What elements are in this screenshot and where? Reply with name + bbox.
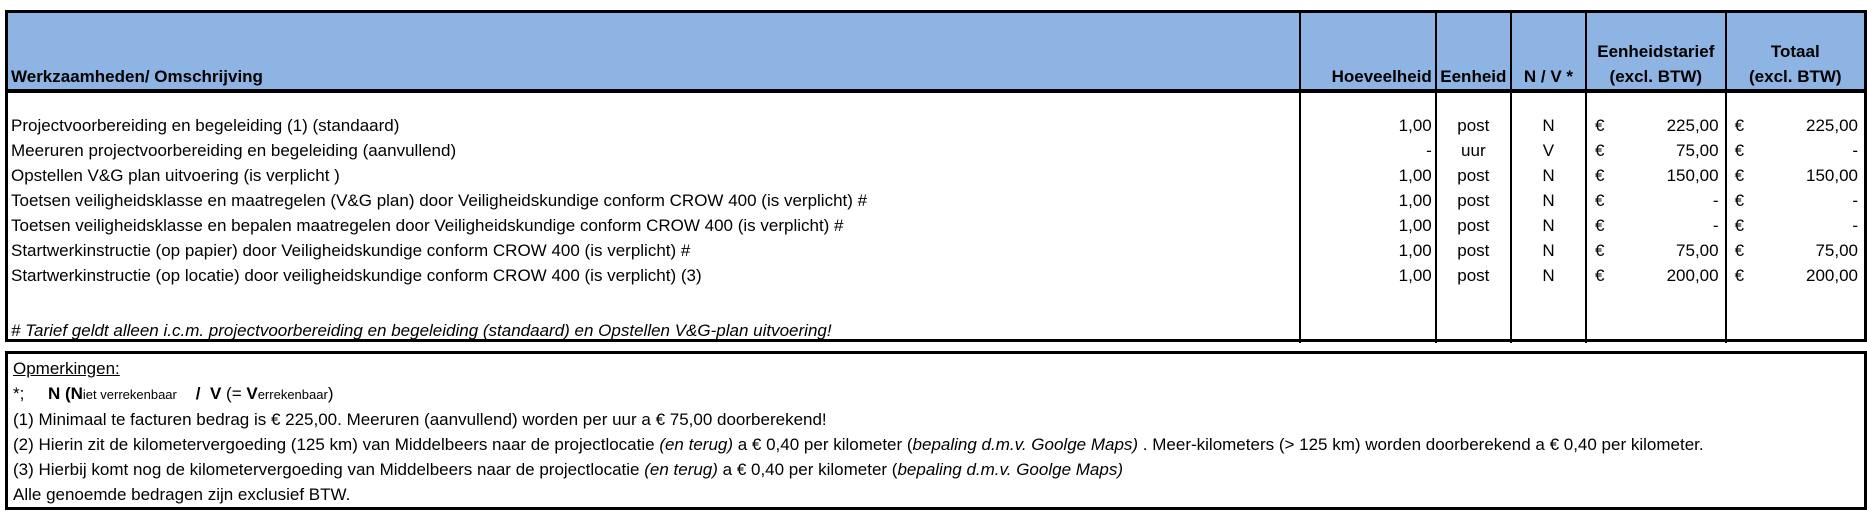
table-row (8, 138, 1864, 163)
legend-n-text: iet verrekenbaar (82, 387, 177, 402)
header-total-line2: (excl. BTW) (1749, 67, 1842, 86)
table-row (8, 213, 1864, 238)
row-nv: N (1511, 188, 1586, 213)
row-unit: post (1436, 238, 1511, 263)
note-line-2 (13, 432, 1859, 457)
row-total: 150,00 (1806, 166, 1858, 185)
row-quantity: - (1300, 138, 1436, 163)
table-row (8, 113, 1864, 138)
row-description: Startwerkinstructie (op locatie) door veiligheidskundige conform CROW 400 (is verplicht) (3) (11, 266, 702, 285)
row-unit-price: 200,00 (1666, 266, 1719, 285)
row-unit: post (1436, 188, 1511, 213)
spacer-row (8, 91, 1864, 113)
notes-frame (5, 351, 1867, 510)
header-description: Werkzaamheden/ Omschrijving (8, 13, 1300, 91)
legend-v-text: errekenbaar (257, 387, 328, 402)
legend-v-open: (= (226, 384, 247, 403)
note3-b: (en terug) (644, 460, 718, 479)
table-row (8, 163, 1864, 188)
row-unit-price: - (1712, 216, 1719, 235)
legend-prefix: *; (13, 384, 25, 403)
row-description: Opstellen V&G plan uitvoering (is verplicht ) (11, 166, 340, 185)
row-unit: post (1436, 163, 1511, 188)
row-unit-price: 225,00 (1666, 116, 1719, 135)
row-description: Projectvoorbereiding en begeleiding (1) (standaard) (11, 116, 400, 135)
row-unit: post (1436, 213, 1511, 238)
row-quantity: 1,00 (1300, 188, 1436, 213)
header-total-line1: Totaal (1770, 42, 1820, 61)
row-nv: N (1511, 113, 1586, 138)
table-row (8, 238, 1864, 263)
row-unit-price: 150,00 (1666, 166, 1719, 185)
header-unit-price (1586, 13, 1726, 91)
row-unit-price: 75,00 (1676, 241, 1719, 260)
row-quantity: 1,00 (1300, 263, 1436, 288)
table-row (8, 263, 1864, 288)
row-total-currency: € (1726, 163, 1774, 188)
row-quantity: 1,00 (1300, 113, 1436, 138)
note-line-3 (13, 457, 1859, 482)
note2-b: (en terug) (659, 435, 734, 454)
row-nv: V (1511, 138, 1586, 163)
note3-d: bepaling d.m.v. Goolge Maps) (897, 460, 1123, 479)
row-total: - (1852, 191, 1858, 210)
row-total-currency: € (1726, 113, 1774, 138)
quote-table-frame (5, 10, 1867, 342)
row-total-currency: € (1726, 138, 1774, 163)
header-unit-price-line1: Eenheidstarief (1597, 42, 1715, 61)
note2-e: . Meer-kilometers (> 125 km) worden doorberekend a € 0,40 per kilometer. (1138, 435, 1704, 454)
row-unit-price: 75,00 (1676, 141, 1719, 160)
row-unit-price-currency: € (1586, 263, 1634, 288)
note-line-1: (1) Minimaal te facturen bedrag is € 225,00. Meeruren (aanvullend) worden per uur a € 75,00 doorberekend! (13, 410, 827, 429)
legend-v-close: ) (327, 384, 334, 403)
footnote: # Tarief geldt alleen i.c.m. projectvoorbereiding en begeleiding (standaard) en Opstellen V&G-plan uitvoering! (11, 321, 832, 340)
header-unit-price-line2: (excl. BTW) (1609, 67, 1703, 86)
row-quantity: 1,00 (1300, 163, 1436, 188)
quote-table (8, 13, 1864, 343)
legend-n: N (N (47, 384, 83, 403)
note2-c: a € 0,40 per kilometer ( (733, 435, 913, 454)
row-unit: post (1436, 113, 1511, 138)
row-unit-price: - (1712, 191, 1719, 210)
footnote-row (8, 318, 1864, 343)
header-unit: Eenheid (1436, 13, 1511, 91)
row-total: 200,00 (1806, 266, 1858, 285)
notes-legend (13, 381, 1859, 407)
row-total-currency: € (1726, 188, 1774, 213)
row-nv: N (1511, 238, 1586, 263)
row-unit-price-currency: € (1586, 113, 1634, 138)
table-body (8, 113, 1864, 288)
filler-row (8, 288, 1864, 318)
row-total: 75,00 (1815, 241, 1858, 260)
row-unit-price-currency: € (1586, 163, 1634, 188)
notes-title: Opmerkingen: (13, 359, 120, 378)
row-total-currency: € (1726, 238, 1774, 263)
row-unit-price-currency: € (1586, 138, 1634, 163)
row-unit-price-currency: € (1586, 238, 1634, 263)
note2-d: bepaling d.m.v. Goolge Maps) (912, 435, 1139, 454)
row-unit: post (1436, 263, 1511, 288)
note2-a: (2) Hierin zit de kilometervergoeding (125 km) van Middelbeers naar de projectlocatie (13, 435, 660, 454)
row-total: - (1852, 141, 1858, 160)
row-unit: uur (1436, 138, 1511, 163)
legend-v2: V (246, 384, 258, 403)
row-description: Toetsen veiligheidsklasse en maatregelen (V&G plan) door Veiligheidskundige conform CROW 400 (is verplicht) # (11, 191, 868, 210)
row-total: 225,00 (1806, 116, 1858, 135)
note3-a: (3) Hierbij komt nog de kilometervergoeding van Middelbeers naar de projectlocatie (13, 460, 645, 479)
note-line-4: Alle genoemde bedragen zijn exclusief BTW. (13, 485, 351, 504)
legend-slash: / (195, 384, 201, 403)
header-total (1726, 13, 1864, 91)
row-total: - (1852, 216, 1858, 235)
row-unit-price-currency: € (1586, 188, 1634, 213)
row-description: Meeruren projectvoorbereiding en begeleiding (aanvullend) (11, 141, 457, 160)
row-nv: N (1511, 263, 1586, 288)
row-total-currency: € (1726, 263, 1774, 288)
row-quantity: 1,00 (1300, 213, 1436, 238)
row-nv: N (1511, 163, 1586, 188)
header-row (8, 13, 1864, 91)
legend-v: V (209, 384, 222, 403)
table-row (8, 188, 1864, 213)
note3-c: a € 0,40 per kilometer ( (717, 460, 898, 479)
row-total-currency: € (1726, 213, 1774, 238)
row-nv: N (1511, 213, 1586, 238)
row-unit-price-currency: € (1586, 213, 1634, 238)
row-quantity: 1,00 (1300, 238, 1436, 263)
row-description: Startwerkinstructie (op papier) door Veiligheidskundige conform CROW 400 (is verplicht) # (11, 241, 691, 260)
header-nv: N / V * (1511, 13, 1586, 91)
row-description: Toetsen veiligheidsklasse en bepalen maatregelen door Veiligheidskundige conform CROW 400 (is verplicht) # (11, 216, 844, 235)
header-quantity: Hoeveelheid (1300, 13, 1436, 91)
